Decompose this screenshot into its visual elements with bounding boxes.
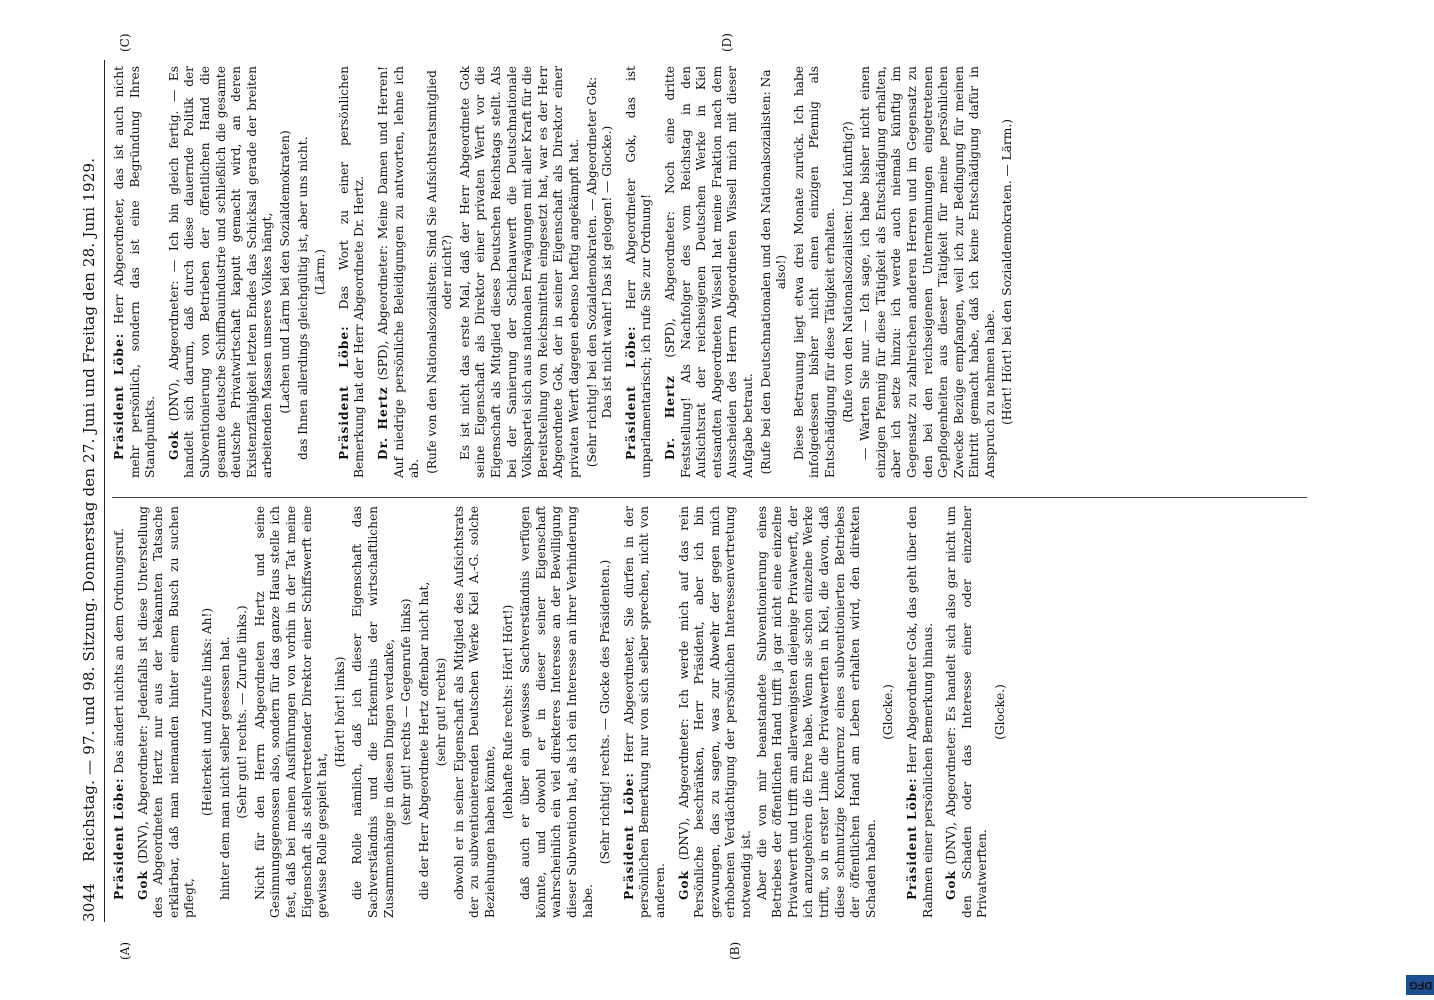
paragraph-text: (Rufe von den Nationalsozialisten: Sind Sie Aufsichtsratsmitglied oder nicht?) (424, 70, 455, 474)
dfg-logo: DFG (1406, 975, 1434, 995)
paragraph-text: (Lärm.) (313, 248, 328, 296)
paragraph-text: Diese Betrauung liegt etwa drei Monate zurück. Ich habe infolgedessen bisher nicht einen einzigen Pfennig als Entschädigung für diese Tätigkeit erhalten. (791, 66, 837, 478)
margin-mark-b: (B) (728, 941, 742, 960)
interjection (200, 506, 216, 918)
paragraph-text: (DNV), Abgeordneter: Es handelt sich also gar nicht um den Schaden oder das Interesse einer oder einzelner Privatwerften. (944, 506, 990, 918)
paragraph-text: (Sehr richtig! rechts. — Glocke des Präsidenten.) (598, 559, 613, 865)
interjection (313, 66, 329, 478)
paragraph (417, 506, 433, 918)
paragraph-text: (Hört! Hört! bei den Sozialdemokraten. — Lärm.) (1000, 119, 1015, 425)
paragraph-text: (Lachen und Lärm bei den Sozialdemokraten) (277, 130, 292, 414)
paragraph (755, 506, 880, 918)
interjection (1000, 66, 1016, 478)
page-header (80, 62, 102, 922)
paragraph-text: (Hört! hört! links) (332, 656, 347, 768)
speaker-name: Gok (166, 430, 181, 460)
paragraph-text: Das ändert nichts an dem Ordnungsruf. (112, 528, 126, 778)
paragraph (452, 506, 499, 918)
interjection (598, 506, 614, 918)
paragraph-text: Nicht für den Herrn Abgeordneten Hertz und seine Gesinnungsgenossen also, sondern für das ganze Haus stelle ich fest, daß bei meinen Ausführungen von vorhin in der Tat meine Eigenschaft als stellvertretender Direktor einer Schiffswerft eine gewisse Rolle gespielt hat, (252, 506, 330, 918)
speaker-name: Präsident Löbe: (904, 777, 919, 900)
paragraph-text: (Glocke.) (881, 684, 896, 740)
interjection (841, 66, 857, 478)
right-column (112, 66, 1018, 478)
paragraph (112, 66, 159, 478)
paragraph-text: (sehr gut! rechts) (434, 657, 449, 767)
paragraph (663, 66, 757, 478)
paragraph-text: (sehr gut! rechts — Gegenrufe links) (399, 598, 414, 826)
interjection (425, 66, 456, 478)
speaker-name: Dr. Hertz (375, 386, 390, 460)
paragraph-text: obwohl er in seiner Eigenschaft als Mitglied des Aufsichtsrats der zu subventionierenden Deutschen Werke Kiel A.-G. solche Beziehungen haben könnte, (451, 506, 498, 918)
column-divider (112, 497, 1307, 498)
paragraph-text: (SPD), Abgeordneter: Noch eine dritte Feststellung! Als Nachfolger des vom Reichstag in den Aufsichtsrat der reichseigenen Deutschen Werke in Kiel entsandten Abgeordneten Wissell hat meine Fraktion nach dem Ausscheiden des Herrn Abgeordneten Wissell mich mit dieser Aufgabe betraut. (663, 66, 755, 478)
paragraph (624, 66, 655, 478)
paragraph-text: (Rufe bei den Deutschnationalen und den Nationalsozialisten: Na also!) (758, 69, 789, 475)
paragraph (458, 66, 583, 478)
interjection (501, 506, 517, 918)
interjection (434, 506, 450, 918)
speaker-name: Präsident Löbe: (621, 772, 636, 900)
speaker-name: Gok (135, 870, 150, 900)
margin-mark-d: (D) (720, 33, 734, 52)
paragraph (253, 506, 331, 918)
interjection (993, 506, 1009, 918)
paragraph (337, 66, 368, 478)
margin-mark-c: (C) (118, 33, 132, 52)
paragraph (112, 506, 128, 918)
paragraph-text: daß auch er über ein gewisses Sachverständnis verfügen könnte, und obwohl er in dieser seiner Eigenschaft wahrscheinlich ein viel direkteres Interesse an der Bewilligung dieser Subvention hat, als ich ein Interesse an ihrer Verhinderung habe. (518, 506, 595, 918)
paragraph-text: (DNV), Abgeordneter: Jedenfalls ist diese Unterstellung des Abgeordneten Hertz nur aus der bekannten Tatsache erklärbar, daß man niemanden hinter einem Busch zu suchen pflegt, (135, 506, 197, 918)
interjection (759, 66, 790, 478)
paragraph (944, 506, 991, 918)
speaker-name: Dr. Hertz (663, 375, 677, 460)
page-number: 3044 (80, 883, 98, 922)
paragraph-text: (Rufe von den Nationalsozialisten: Und künftig?) (840, 121, 855, 423)
paragraph (518, 506, 596, 918)
paragraph (136, 506, 198, 918)
interjection (585, 66, 616, 478)
paragraph (296, 66, 312, 478)
paragraph-text: Herr Abgeordneter Gok, das geht über den Rahmen einer persönlichen Bemerkung hinaus. (904, 506, 935, 918)
paragraph (858, 66, 998, 478)
paragraph-text: (Heiterkeit und Zurufe links: Ah!) (199, 607, 214, 817)
paragraph (218, 506, 234, 918)
paragraph (350, 506, 397, 918)
paragraph (376, 66, 423, 478)
paragraph (677, 506, 755, 918)
paragraph-text: (lebhafte Rufe rechts: Hört! Hört!) (500, 604, 515, 820)
paragraph-text: Es ist nicht das erste Mal, daß der Herr Abgeordnete Gok seine Eigenschaft als Direktor einer privaten Werft vor die Eigenschaft als Mitglied dieses Deutschen Reichstags stellt. Als bei der Sanierung der Schichauwerft die Deutschnationale Volkspartei sich aus nationalen Erwägungen mit aller Kraft für die Bereitstellung von Reichsmitteln eingesetzt hat, war es der Herr Abgeordnete Gok, der in seiner Eigenschaft als Direktor einer privaten Werft dagegen ebenso heftig angekämpft hat. (457, 66, 582, 478)
paragraph-text: — Warten Sie nur. — Ich sage, ich habe bisher nicht einen einzigen Pfennig für diese Tätigkeit als Entschädigung erhalten, aber ich setze hinzu: ich werde auch niemals künftig im Gegensatz zu zahlreichen anderen Herren und im Gegensatz zu den bei den reichseigenen Unternehmungen eingetretenen Gepflogenheiten aus dieser Tätigkeit für meine persönlichen Zwecke Bezüge empfangen, weil ich zur Bedingung für meinen Eintritt gemacht habe, daß ich keine Entschädigung dafür in Anspruch zu nehmen habe. (858, 66, 997, 478)
paragraph-text: Herr Abgeordneter, Sie dürfen in der persönlichen Bemerkung nur von sich selber sprechen, nicht von anderen. (621, 506, 667, 918)
paragraph-text: Herr Abgeordneter, das ist auch nicht mehr persönlich, sondern das ist eine Begründung Ihres Standpunkts. (112, 66, 158, 478)
speaker-name: Gok (944, 870, 959, 900)
interjection (278, 66, 294, 478)
paragraph-text: die Rolle nämlich, daß ich dieser Eigenschaft das Sachverständnis und die Erkenntnis der wirtschaftlichen Zusammenhänge in diesen Dingen verdanke, (350, 506, 396, 918)
paragraph-text: Herr Abgeordneter Gok, das ist unparlamentarisch; ich rufe Sie zur Ordnung! (623, 66, 654, 478)
paragraph (792, 66, 839, 478)
left-column (112, 506, 1010, 918)
paragraph-text: Aber die von mir beanstandete Subventionierung eines Betriebes der öffentlichen Hand trifft ja gar nicht eine einzelne Privatwerft und trifft am allerwenigsten diejenige Privatwerft, der ich anzugehören die Ehre habe. Wenn sie schon einzelne Werke trifft, so in erster Linie die Privatwerften in Kiel, die davon, daß diese schmutzige Konkurrenz eines subventionierten Betriebes der öffentlichen Hand am Leben erhalten wird, den direkten Schaden haben. (754, 506, 878, 918)
paragraph-text: (Sehr richtig! bei den Sozialdemokraten. — Abgeordneter Gok: Das ist nicht wahr! Das ist gelogen! — Glocke.) (584, 76, 615, 468)
speaker-name: Präsident Löbe: (112, 332, 126, 460)
speaker-name: Präsident Löbe: (112, 777, 126, 900)
interjection (235, 506, 251, 918)
running-title: Reichstag. — 97. und 98. Sitzung. Donnerstag den 27. Juni und Freitag den 28. Juni 1929. (80, 157, 98, 862)
paragraph-text: die der Herr Abgeordnete Hertz offenbar nicht hat, (416, 581, 431, 900)
paragraph (905, 506, 936, 918)
speaker-name: Präsident Löbe: (623, 325, 638, 460)
interjection (399, 506, 415, 918)
paragraph-text: (SPD), Abgeordneter: Meine Damen und Herren! Auf niedrige persönliche Beleidigungen zu antworten, lehne ich ab. (375, 66, 422, 478)
interjection (333, 506, 349, 918)
digitization-credit (1409, 8, 1433, 998)
interjection (881, 506, 897, 918)
speaker-name: Präsident Löbe: (336, 325, 351, 460)
margin-mark-a: (A) (118, 941, 132, 960)
paragraph (622, 506, 669, 918)
paragraph-text: (Glocke.) (992, 684, 1007, 740)
paragraph (167, 66, 276, 478)
paragraph-text: (Sehr gut! rechts. — Zurufe links.) (235, 605, 250, 819)
paragraph-text: hinter dem man nicht selber gesessen hat. (217, 636, 232, 900)
paragraph-text: das Ihnen allerdings gleichgültig ist, aber uns nicht. (295, 136, 310, 460)
header-rule (104, 60, 105, 922)
paragraph-text: (DNV), Abgeordneter: Ich werde mich auf das rein Persönliche beschränken, Herr Präsident, aber ich bin gezwungen, das zu sagen, was zur Abwehr der gegen mich erhobenen Verdächtigung der persönlichen Interessenvertretung notwendig ist. (676, 506, 753, 918)
paragraph-text: (DNV), Abgeordneter: — Ich bin gleich fertig. — Es handelt sich darum, daß durch diese dauernde Politik der Subventionierung von Betrieben der öffentlichen Hand die gesamte deutsche Schiffbauindustrie und schließlich die gesamte deutsche Privatwirtschaft kaputt gemacht wird, an deren Existenzfähigkeit letzten Endes das Schicksal gerade der breiten arbeitenden Massen unseres Volkes hängt, (166, 66, 275, 478)
paragraph-text: Das Wort zu einer persönlichen Bemerkung hat der Herr Abgeordnete Dr. Hertz. (336, 66, 367, 478)
speaker-name: Gok (676, 870, 691, 900)
